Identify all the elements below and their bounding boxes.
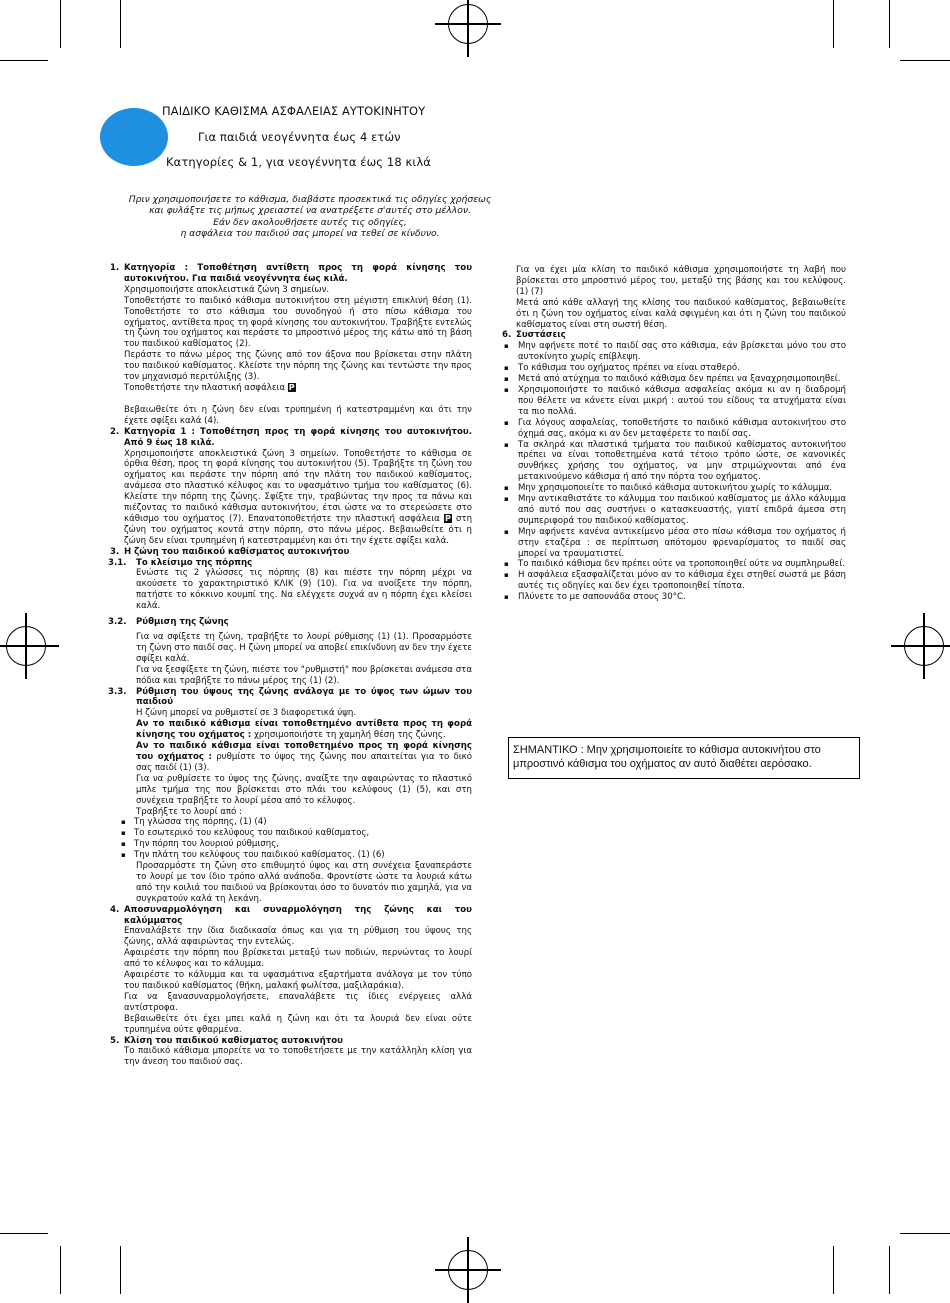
- paragraph: [124, 449, 472, 547]
- paragraph: Για να ξανασυναρμολογήσετε, επαναλάβετε τις ίδιες ενέργειες αλλά αντίστροφα.: [124, 991, 472, 1013]
- crop-mark: [900, 60, 950, 61]
- paragraph-text: χρησιμοποιήστε τη χαμηλή θέση της ζώνης.: [253, 730, 446, 741]
- paragraph: Τοποθετήστε το παιδικό κάθισμα αυτοκινήτου στη μέγιστη επικλινή θέση (1). Τοποθετήστε το στο κάθισμα του συνοδηγού ή στο πίσω κάθισμα του οχήματος, αντίθετα προς τη φορά κίνησης του αυτοκινήτου. Τραβήξτε εντελώς τη ζώνη του οχήματος και περάστε το μπροστινό μέρος της κάτω από τη βάση του παιδικού καθίσματος (2).: [124, 295, 472, 350]
- crop-mark: [900, 1233, 950, 1234]
- crop-mark: [0, 1233, 48, 1234]
- paragraph: Αφαιρέστε το κάλυμμα και τα υφασμάτινα εξαρτήματα ανάλογα με τον τύπο του παιδικού καθίσματος (θήκη, μαλακή φωλίτσα, μαξιλαράκια).: [124, 970, 472, 991]
- plastic-clip-icon: P: [288, 382, 295, 392]
- paragraph: [136, 719, 472, 741]
- section-4: [110, 905, 472, 1036]
- warning-text: ΣΗΜΑΝΤΙΚΟ : Μην χρησιμοποιείτε το κάθισμα αυτοκινήτου στο μπροστινό κάθισμα του οχήματος αν αυτό διαθέτει αερόσακο.: [513, 744, 821, 770]
- section-number: 5.: [110, 1035, 120, 1046]
- paragraph: Για να ξεσφίξετε τη ζώνη, πιέστε τον "ρυθμιστή" που βρίσκεται ανάμεσα στα πόδια και τραβήξτε το πάνω μέρος της (1) (2).: [136, 664, 472, 686]
- paragraph: Η ζώνη μπορεί να ρυθμιστεί σε 3 διαφορετικά ύψη.: [136, 708, 357, 719]
- left-column: [110, 263, 472, 1068]
- paragraph-text: ρυθμίστε το ύψος της ζώνης που απαιτείται για το δικό σας παιδί (1) (3).: [136, 751, 472, 773]
- registration-mark: [904, 626, 944, 666]
- section-title: Συστάσεις: [516, 330, 566, 341]
- doc-categories: Κατηγορίες & 1, για νεογέννητα έως 18 κιλά: [166, 155, 431, 169]
- blue-circle-decoration: [100, 108, 168, 166]
- crop-mark: [60, 0, 61, 48]
- paragraph: Το παιδικό κάθισμα μπορείτε να το τοποθετήσετε με την κατάλληλη κλίση για την άνεση του παιδιού σας.: [124, 1046, 472, 1068]
- intro-line: Πριν χρησιμοποιήσετε το κάθισμα, διαβάστε προσεκτικά τις οδηγίες χρήσεως: [128, 194, 492, 205]
- list-item: ▪ Χρησιμοποιήστε το παιδικό κάθισμα ασφαλείας ακόμα κι αν η διαδρομή που θέλετε να κάνετε είναι μικρή : αυτού του είδους τα ατυχήματα είναι τα πιο πολλά.: [502, 385, 846, 418]
- crop-mark: [889, 1246, 890, 1294]
- list-item: ▪ Τη γλώσσα της πόρπης, (1) (4): [110, 817, 472, 828]
- intro-line: η ασφάλεια του παιδιού σας μπορεί να τεθεί σε κίνδυνο.: [180, 227, 440, 239]
- paragraph-text: Τοποθετήστε την πλαστική ασφάλεια: [124, 382, 286, 393]
- section-number: 3.3.: [108, 686, 127, 697]
- registration-mark: [6, 626, 46, 666]
- paragraph: Μετά από κάθε αλλαγή της κλίσης του παιδικού καθίσματος, βεβαιωθείτε ότι η ζώνη του οχήματος είναι καλά σφιγμένη και ότι η ζώνη του παιδικού καθίσματος είναι στη σωστή θέση.: [516, 297, 846, 330]
- subsection-3-1: [110, 558, 472, 613]
- registration-mark: [448, 4, 488, 44]
- section-number: 2.: [110, 426, 120, 437]
- section-number: 4.: [110, 904, 120, 915]
- subsection-3-2: [110, 617, 472, 686]
- list-item: ▪ Μην αντικαθιστάτε το κάλυμμα του παιδικού καθίσματος με άλλο κάλυμμα από αυτό που σας συστήνει ο κατασκευαστής, γιατί επιδρά άμεσα στη συμπεριφορά του παιδικού καθίσματος.: [502, 494, 846, 527]
- list-item: ▪ Το κάθισμα του οχήματος πρέπει να είναι σταθερό.: [502, 363, 846, 374]
- paragraph-text: Χρησιμοποιήστε αποκλειστικά ζώνη 3 σημείων. Τοποθετήστε το κάθισμα σε όρθια θέση, προς τη φορά κίνησης του αυτοκινήτου (5). Τραβήξτε τη ζώνη του οχήματος και περάστε την πόρπη από την πλάτη του παιδικού καθίσματος, ανάμεσα στο πλαστικό κέλυφος και το υφασμάτινο τμήμα του καθίσματος (6). Κλείστε την πόρπη της ζώνης. Σφίξτε την, τραβώντας την προς τα πάνω και πιέζοντας το παιδικό κάθισμα αυτοκινήτου, έτσι ώστε να το στερεώσετε στο κάθισμο του οχήματος (7). Επανατοποθετήστε την πλαστική ασφάλεια: [124, 448, 472, 524]
- paragraph: Χρησιμοποιήστε αποκλειστικά ζώνη 3 σημείων.: [124, 284, 330, 295]
- doc-subtitle: Για παιδιά νεογέννητα έως 4 ετών: [198, 130, 401, 144]
- paragraph: Επαναλάβετε την ίδια διαδικασία όπως και για τη ρύθμιση του ύψους της ζώνης, αλλά αφαιρώντας την εντελώς.: [124, 926, 472, 948]
- paragraph: Περάστε το πάνω μέρος της ζώνης από τον άξονα που βρίσκεται στην πλάτη του παιδικού καθίσματος. Κλείστε την πόρπη της ζώνης και τεντώστε την προς τον μηχανισμό περιτύλιξης (3).: [124, 350, 472, 383]
- paragraph: Προσαρμόστε τη ζώνη στο επιθυμητό ύψος και στη συνέχεια ξαναπεράστε το λουρί με τον ίδιο τρόπο αλλά ανάποδα. Φροντίστε ώστε τα λουριά κάτω από την κοιλιά του παιδιού να βρίσκονται όσο το δυνατόν πιο χαμηλά, για να συγκρατούν καλά τη λεκάνη.: [136, 861, 472, 904]
- list-item: ▪ Την πλάτη του κελύφους του παιδικού καθίσματος. (1) (6): [110, 850, 472, 861]
- crop-mark: [60, 1246, 61, 1294]
- doc-title: ΠΑΙΔΙΚΟ ΚΑΘΙΣΜΑ ΑΣΦΑΛΕΙΑΣ ΑΥΤΟΚΙΝΗΤΟΥ: [162, 104, 426, 118]
- list-item: ▪ Πλύνετε το με σαπουνάδα στους 30°C.: [502, 592, 846, 603]
- section-title: Το κλείσιμο της πόρπης: [136, 557, 253, 568]
- section-1: [110, 263, 472, 427]
- section-title: Κατηγορία 1 : Τοποθέτηση προς τη φορά κίνησης του αυτοκινήτου. Από 9 έως 18 κιλά.: [124, 426, 472, 448]
- continued-section-5: [502, 265, 846, 330]
- section-number: 3.2.: [108, 617, 127, 628]
- right-column: [502, 265, 846, 603]
- crop-mark: [833, 0, 834, 48]
- paragraph: Βεβαιωθείτε ότι έχει μπει καλά η ζώνη και ότι τα λουριά δεν είναι ούτε τρυπημένα ούτε φθαρμένα.: [124, 1013, 472, 1035]
- plastic-clip-icon: P: [444, 513, 451, 523]
- section-title: Κλίση του παιδικού καθίσματος αυτοκινήτου: [124, 1035, 343, 1046]
- paragraph: Για να σφίξετε τη ζώνη, τραβήξτε το λουρί ρύθμισης (1) (1). Προσαρμόστε τη ζώνη στο παιδί σας. Η ζώνη μπορεί να αποβεί επικίνδυνη αν δεν την έχετε σφίξει καλά.: [136, 632, 472, 664]
- registration-mark: [448, 1250, 488, 1290]
- paragraph: Τραβήξτε το λουρί από :: [136, 806, 242, 817]
- intro-note: [95, 194, 525, 239]
- paragraph-text: στη ζώνη του οχήματος κοντά στην πόρπη, στο πάνω μέρος. Βεβαιωθείτε ότι η ζώνη δεν είναι τρυπημένη ή κατεστραμμένη και ότι την έχετε σφίξει καλά.: [124, 513, 473, 546]
- section-6: [502, 330, 846, 341]
- list-item: ▪ Το παιδικό κάθισμα δεν πρέπει ούτε να τροποποιηθεί ούτε να συμπληρωθεί.: [502, 559, 846, 570]
- paragraph-emphasis: Αν το παιδικό κάθισμα είναι τοποθετημένο αντίθετα προς τη φορά κίνησης του οχήματος :: [136, 719, 472, 741]
- section-title: Ρύθμιση της ζώνης: [136, 617, 229, 628]
- list-item: ▪ Για λόγους ασφαλείας, τοποθετήστε το παιδικό κάθισμα αυτοκινήτου στο όχημά σας, ακόμα κι αν δεν μεταφέρετε το παιδί σας.: [502, 418, 846, 440]
- section-title: Η ζώνη του παιδικού καθίσματος αυτοκινήτου: [124, 546, 350, 557]
- list-item: ▪ Μην αφήνετε κανένα αντικείμενο μέσα στο πίσω κάθισμα του οχήματος ή στην εταζέρα : σε περίπτωση απότομου φρεναρίσματος το παιδί σας μπορεί να τραυματιστεί.: [502, 527, 846, 560]
- intro-line: Εάν δεν ακολουθήσετε αυτές τις οδηγίες,: [213, 216, 407, 228]
- list-item: ▪ Το εσωτερικό του κελύφους του παιδικού καθίσματος,: [110, 828, 472, 839]
- paragraph-emphasis: Αν το παιδικό κάθισμα είναι τοποθετημένο προς τη φορά κίνησης του οχήματος :: [136, 741, 472, 762]
- paragraph: Αφαιρέστε την πόρπη που βρίσκεται μεταξύ των ποδιών, περνώντας το λουρί από το κέλυφος και το κάλυμμα.: [124, 948, 472, 970]
- list-item: ▪ Η ασφάλεια εξασφαλίζεται μόνο αν το κάθισμα έχει στηθεί σωστά με βάση αυτές τις οδηγίες και δεν έχει τροποποιηθεί τίποτα.: [502, 570, 846, 592]
- section-number: 3.: [110, 546, 120, 557]
- list-item: ▪ Μην χρησιμοποιείτε το παιδικό κάθισμα αυτοκινήτου χωρίς το κάλυμμα.: [502, 483, 846, 494]
- crop-mark: [833, 1246, 834, 1294]
- section-title: Αποσυναρμολόγηση και συναρμολόγηση της ζώνης και του καλύμματος: [124, 904, 472, 926]
- crop-mark: [889, 0, 890, 48]
- paragraph: [136, 741, 472, 774]
- section-number: 3.1.: [108, 557, 127, 568]
- crop-mark: [0, 60, 48, 61]
- section-3: [110, 547, 472, 558]
- subsection-3-3-cont: [110, 861, 472, 905]
- paragraph: [124, 383, 472, 394]
- section-title: Κατηγορία : Τοποθέτηση αντίθετη προς τη φορά κίνησης του αυτοκινήτου. Για παιδιά νεογέννητα έως κιλά.: [124, 263, 472, 284]
- paragraph: Για να έχει μία κλίση το παιδικό κάθισμα χρησιμοποιήστε τη λαβή που βρίσκεται στο μπροστινό μέρος του, μεταξύ της βάσης και του κελύφους. (1) (7): [516, 265, 846, 297]
- intro-line: και φυλάξτε τις μήπως χρειαστεί να ανατρέξετε σ'αυτές στο μέλλον.: [149, 205, 471, 217]
- list-item: ▪ Μετά από ατύχημα το παιδικό κάθισμα δεν πρέπει να ξαναχρησιμοποιηθεί.: [502, 374, 846, 385]
- important-warning-box: [508, 737, 860, 779]
- list-item: ▪ Τα σκληρά και πλαστικά τμήματα του παιδικού καθίσματος αυτοκινήτου πρέπει να είναι τοποθετημένα κατά τέτοιο τρόπο ώστε, σε κανονικές συνθήκες χρήσης του οχήματος, να μην στριμώχνονται από ένα μετακινούμενο κάθισμα ή από την πόρτα του οχήματος.: [502, 440, 846, 484]
- list-item: ▪ Μην αφήνετε ποτέ το παιδί σας στο κάθισμα, εάν βρίσκεται μόνο του στο αυτοκίνητο χωρίς επίβλεψη.: [502, 341, 846, 363]
- section-title: Ρύθμιση του ύψους της ζώνης ανάλογα με το ύψος των ώμων του παιδιού: [136, 686, 472, 708]
- crop-mark: [120, 1246, 121, 1294]
- section-2: [110, 427, 472, 547]
- section-5: [110, 1036, 472, 1069]
- section-number: 6.: [502, 330, 512, 341]
- paragraph: Ενώστε τις 2 γλώσσες τις πόρπης (8) και πιέστε την πόρπη μέχρι να ακούσετε το χαρακτηριστικό ΚΛΙΚ (9) (10). Για να ανοίξετε την πόρπη, πατήστε το κόκκινο κουμπί της. Να ελέγχετε συχνά αν η πόρπη έχει κλείσει καλά.: [136, 568, 472, 612]
- list-item: ▪ Την πόρπη του λουριού ρύθμισης,: [110, 839, 472, 850]
- crop-mark: [120, 0, 121, 48]
- paragraph: Βεβαιωθείτε ότι η ζώνη δεν είναι τρυπημένη ή κατεστραμμένη και ότι την έχετε σφίξει καλά (4).: [124, 404, 472, 426]
- section-number: 1.: [110, 263, 120, 273]
- subsection-3-3: [110, 687, 472, 818]
- paragraph: Για να ρυθμίσετε το ύψος της ζώνης, αναίξτε την αφαιρώντας το πλαστικό μπλε τμήμα της που βρίσκεται στο πλάι του κελύφους (1) (5), και στη συνέχεια τραβήξτε το λουρί μέσα από το κέλυφος.: [136, 773, 472, 806]
